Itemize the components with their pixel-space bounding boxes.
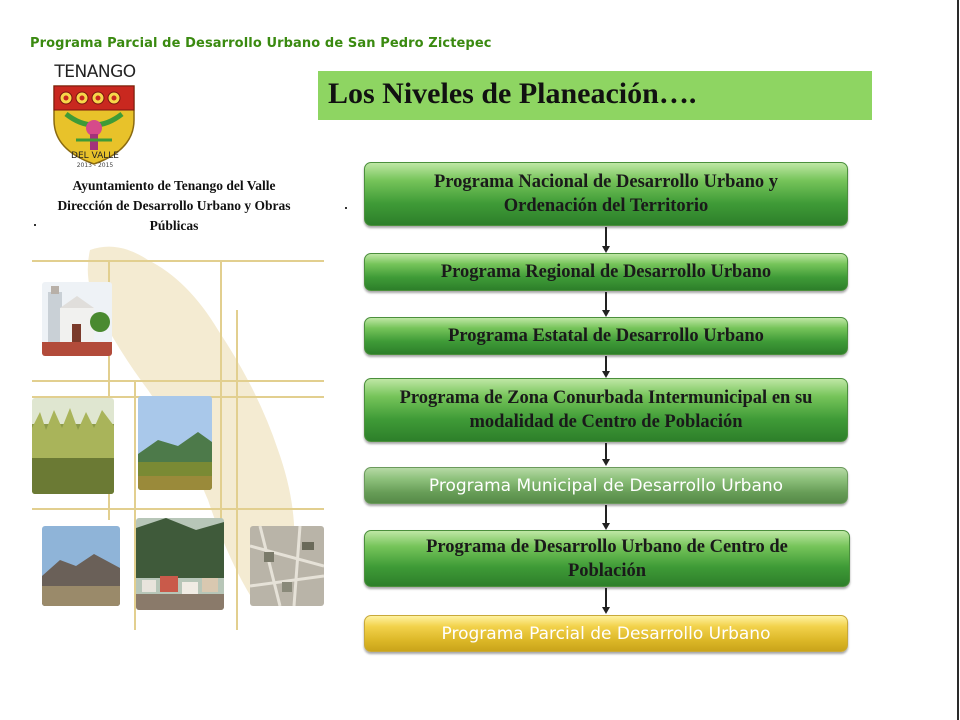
flow-node-parcial (364, 615, 848, 652)
organization-line: Dirección de Desarrollo Urbano y Obras (57, 198, 291, 213)
organization-name (24, 176, 324, 236)
town-view-photo (136, 518, 224, 610)
right-border-rule (957, 0, 959, 720)
flow-node-label: Programa de Zona Conurbada Intermunicipal en su (399, 388, 813, 408)
slide-heading: Los Niveles de Planeación…. (328, 77, 697, 110)
flow-arrowhead (602, 459, 610, 466)
photo-collage (28, 240, 328, 630)
flow-node-label: Programa Regional de Desarrollo Urbano (440, 262, 772, 282)
decorative-dot (34, 224, 36, 226)
flow-connector (605, 505, 607, 523)
document-header-title: Programa Parcial de Desarrollo Urbano de San Pedro Zictepec (30, 36, 492, 51)
church-photo (42, 282, 112, 356)
collage-grid-line (32, 380, 324, 382)
flow-node-nacional (364, 162, 848, 226)
flow-node-zona-conurbada (364, 378, 848, 442)
flow-node-label: Programa Parcial de Desarrollo Urbano (441, 623, 771, 644)
volcano-landscape-photo (42, 526, 120, 606)
flow-node-estatal (364, 317, 848, 355)
flow-arrowhead (602, 523, 610, 530)
logo-word: TENANGO (54, 62, 136, 82)
flow-connector (605, 588, 607, 607)
aerial-map-photo (250, 526, 324, 606)
flow-connector (605, 356, 607, 371)
flow-node-label: Programa Municipal de Desarrollo Urbano (428, 475, 784, 496)
cornfield-photo (32, 398, 114, 494)
flow-arrowhead (602, 246, 610, 253)
mountain-landscape-photo (138, 396, 212, 490)
flow-node-label: Población (567, 560, 647, 581)
heading-banner (318, 71, 872, 120)
flow-connector (605, 292, 607, 310)
flow-arrowhead (602, 310, 610, 317)
flow-node-municipal (364, 467, 848, 504)
flow-arrowhead (602, 607, 610, 614)
flow-node-label: Programa Nacional de Desarrollo Urbano y (433, 172, 779, 192)
flow-node-centro-poblacion (364, 530, 850, 587)
organization-line: Públicas (149, 218, 199, 233)
tenango-logo (46, 62, 146, 174)
organization-line: Ayuntamiento de Tenango del Valle (72, 178, 276, 193)
collage-grid-line (236, 310, 238, 630)
flow-connector (605, 227, 607, 246)
flow-connector (605, 443, 607, 459)
flow-arrowhead (602, 371, 610, 378)
flow-node-label: Ordenación del Territorio (503, 196, 709, 216)
collage-grid-line (32, 508, 324, 510)
collage-grid-line (32, 260, 324, 262)
flow-node-label: Programa de Desarrollo Urbano de Centro de (426, 536, 788, 557)
logo-years: 2013 - 2015 (76, 162, 114, 169)
flow-node-label: Programa Estatal de Desarrollo Urbano (448, 326, 764, 346)
flow-node-label: modalidad de Centro de Población (469, 412, 743, 432)
logo-subtitle: DEL VALLE (71, 151, 119, 161)
decorative-dot (345, 207, 347, 209)
flow-node-regional (364, 253, 848, 291)
